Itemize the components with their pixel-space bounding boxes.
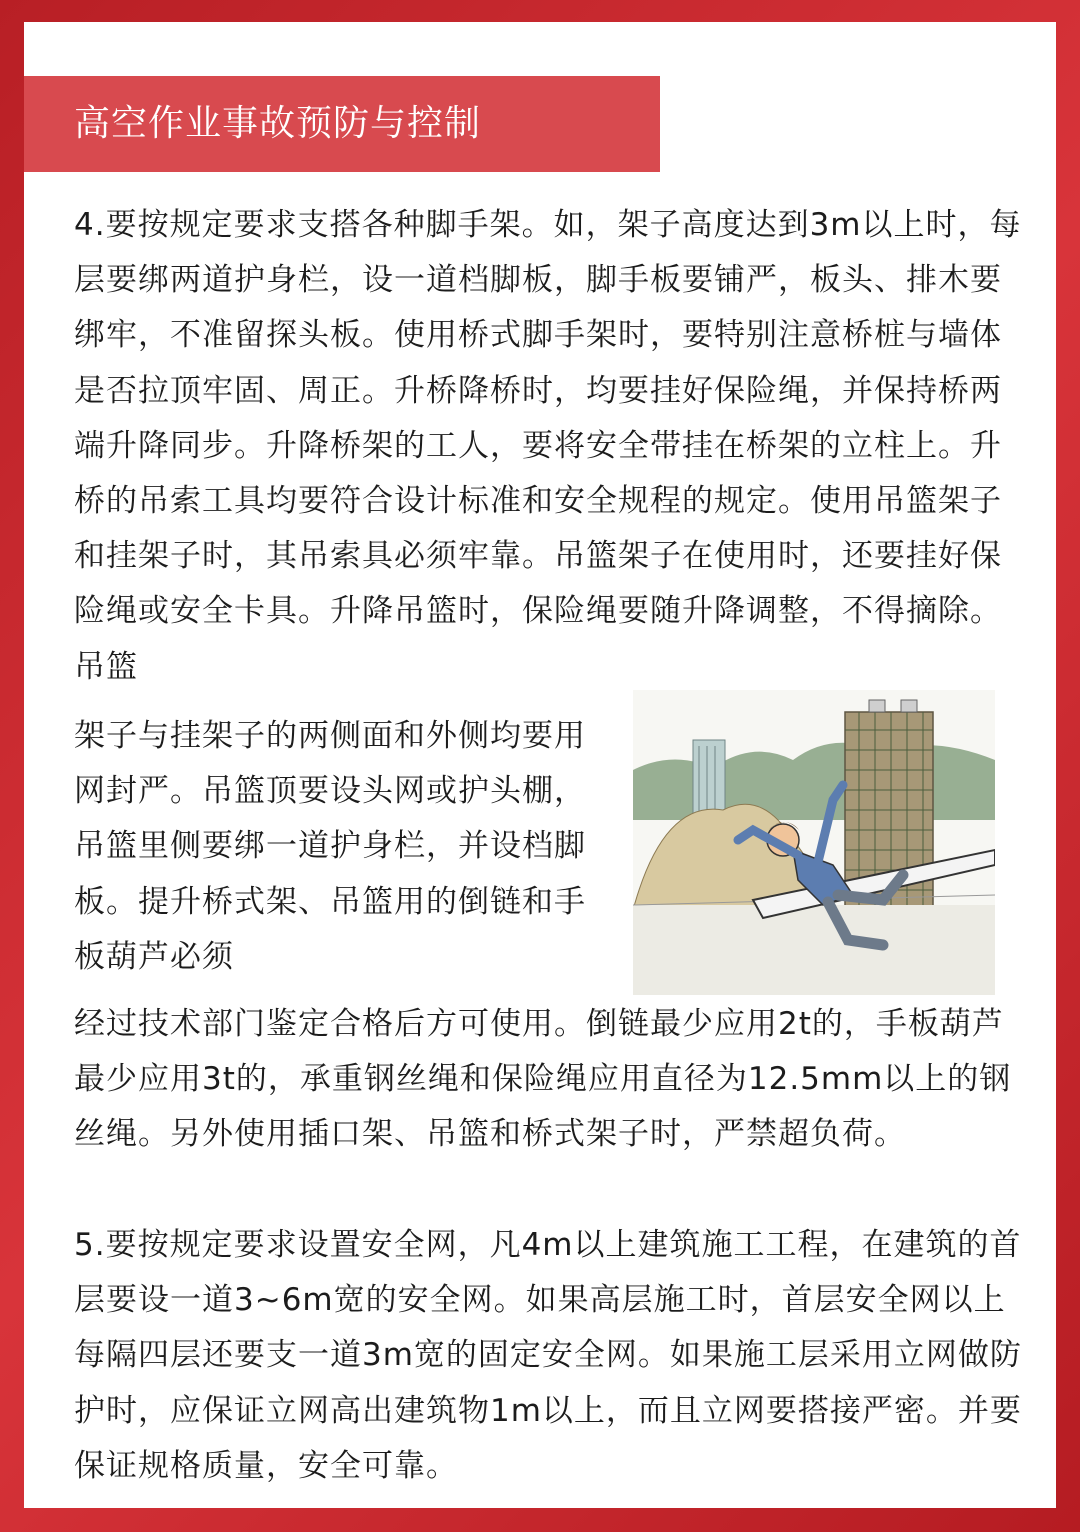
paragraph-4-part-3: 经过技术部门鉴定合格后方可使用。倒链最少应用2t的，手板葫芦最少应用3t的，承重钢丝绳和保险绳应用直径为12.5mm以上的钢丝绳。另外使用插口架、吊篮和桥式架子时，严禁超负荷。 [74, 1006, 1012, 1153]
paragraph-4-part-2: 架子与挂架子的两侧面和外侧均要用网封严。吊篮顶要设头网或护头棚，吊篮里侧要绑一道护身栏，并设档脚板。提升桥式架、吊篮用的倒链和手板葫芦必须 [74, 718, 586, 975]
title-banner [24, 76, 660, 172]
page-title: 高空作业事故预防与控制 [74, 103, 482, 144]
paragraph-4-part-1: 4.要按规定要求支搭各种脚手架。如，架子高度达到3m以上时，每层要绑两道护身栏，设一道档脚板，脚手板要铺严，板头、排木要绑牢，不准留探头板。使用桥式脚手架时，要特别注意桥桩与墙体是否拉顶牢固、周正。升桥降桥时，均要挂好保险绳，并保持桥两端升降同步。升降桥架的工人，要将安全带挂在桥架的立柱上。升桥的吊索工具均要符合设计标准和安全规程的规定。使用吊篮架子和挂架子时，其吊索具必须牢靠。吊篮架子在使用时，还要挂好保险绳或安全卡具。升降吊篮时，保险绳要随升降调整，不得摘除。吊篮 [74, 207, 1022, 685]
paragraph-5: 5.要按规定要求设置安全网，凡4m以上建筑施工工程，在建筑的首层要设一道3~6m宽的安全网。如果高层施工时，首层安全网以上每隔四层还要支一道3m宽的固定安全网。如果施工层采用立网做防护时，应保证立网高出建筑物1m以上，而且立网要搭接严密。并要保证规格质量，安全可靠。 [74, 1227, 1022, 1484]
falling-worker-illustration [633, 690, 995, 995]
